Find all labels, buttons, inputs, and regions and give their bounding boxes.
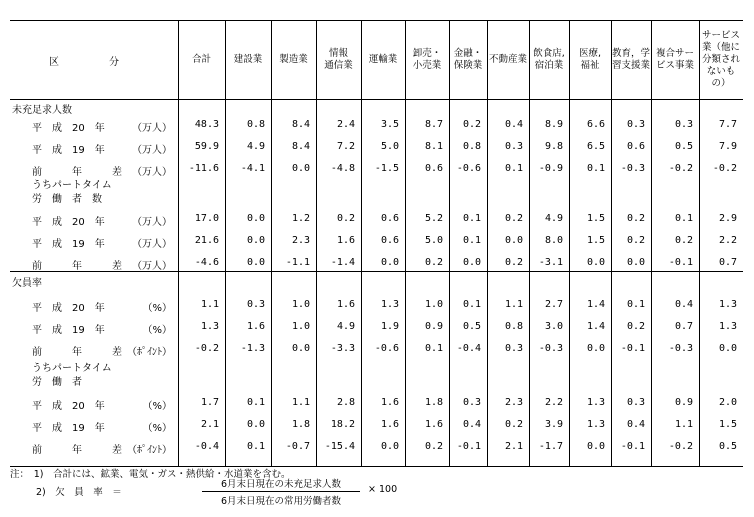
table-cell: 1.3: [586, 397, 605, 408]
table-cell: 2.3: [291, 235, 310, 246]
table-cell: -11.6: [188, 163, 219, 174]
table-cell: 8.1: [424, 141, 443, 152]
table-cell: 5.0: [424, 235, 443, 246]
row-label: [32, 257, 178, 271]
table-cell: 6.5: [586, 141, 605, 152]
table-cell: -1.7: [538, 441, 563, 452]
table-cell: 0.6: [626, 141, 645, 152]
table-cell: 0.4: [626, 419, 645, 430]
table-cell: 1.5: [718, 419, 737, 430]
column-header: [450, 21, 486, 99]
column-header: [488, 21, 528, 99]
note-2-label: 2) 欠 員 率 ＝: [36, 487, 122, 498]
table-cell: 2.8: [336, 397, 355, 408]
table-cell: 5.0: [380, 141, 399, 152]
table-cell: 5.2: [424, 213, 443, 224]
row-label: [32, 321, 178, 335]
table-cell: 0.0: [246, 235, 265, 246]
table-cell: 0.0: [291, 343, 310, 354]
table-cell: 2.2: [718, 235, 737, 246]
table-cell: 2.7: [544, 299, 563, 310]
row-label-text: 平 成 20 年: [32, 401, 105, 412]
row-label-text: 平 成 20 年: [32, 123, 105, 134]
table-cell: 0.4: [504, 119, 523, 130]
table-cell: -0.2: [712, 163, 737, 174]
table-cell: -4.1: [240, 163, 265, 174]
table-cell: 3.0: [544, 321, 563, 332]
row-unit: （万人）: [132, 145, 172, 156]
column-header: [700, 21, 742, 99]
table-cell: 0.0: [291, 163, 310, 174]
table-cell: 1.6: [246, 321, 265, 332]
formula-denominator: 6月末日現在の常用労働者数: [220, 496, 342, 507]
table-cell: 0.0: [586, 441, 605, 452]
table-cell: 1.0: [424, 299, 443, 310]
table-cell: 0.0: [586, 343, 605, 354]
table-cell: -1.4: [330, 257, 355, 268]
row-label: [32, 163, 178, 177]
table-cell: 2.1: [504, 441, 523, 452]
column-header-label: 教育，学 習支援業: [612, 48, 651, 71]
row-label: [32, 343, 178, 357]
row-unit: （万人）: [132, 261, 172, 272]
table-cell: 0.2: [626, 321, 645, 332]
column-header-label: 不動産業: [488, 54, 527, 65]
row-label-text: 平 成 19 年: [32, 423, 105, 434]
table-cell: -3.1: [538, 257, 563, 268]
table-cell: 0.2: [626, 235, 645, 246]
vacancy-rate-formula: [202, 476, 360, 507]
table-cell: 59.9: [194, 141, 219, 152]
table-cell: 1.4: [586, 321, 605, 332]
table-cell: 1.3: [586, 419, 605, 430]
column-header-label: 建設業: [233, 54, 263, 65]
column-header: [317, 21, 360, 99]
table-cell: 0.2: [336, 213, 355, 224]
table-cell: 1.1: [504, 299, 523, 310]
table-cell: 3.5: [380, 119, 399, 130]
table-cell: 8.7: [424, 119, 443, 130]
table-cell: -0.6: [374, 343, 399, 354]
table-cell: 0.3: [504, 343, 523, 354]
table-cell: 1.3: [718, 299, 737, 310]
table-cell: 0.0: [586, 257, 605, 268]
table-cell: 0.4: [462, 419, 481, 430]
table-cell: 0.4: [674, 299, 693, 310]
row-unit: （万人）: [132, 167, 172, 178]
table-cell: 0.8: [462, 141, 481, 152]
column-header-label: 運輸業: [368, 54, 398, 65]
table-cell: 0.0: [246, 419, 265, 430]
table-cell: 0.1: [504, 163, 523, 174]
table-cell: -0.1: [668, 257, 693, 268]
table-cell: 0.2: [424, 441, 443, 452]
table-cell: 7.7: [718, 119, 737, 130]
table-cell: 0.1: [626, 299, 645, 310]
table-cell: 0.8: [246, 119, 265, 130]
table-cell: 1.0: [291, 321, 310, 332]
column-header-label: 情報 通信業: [324, 48, 353, 71]
table-cell: 1.3: [380, 299, 399, 310]
table-cell: -0.3: [538, 343, 563, 354]
table-cell: -0.3: [668, 343, 693, 354]
row-unit: （万人）: [132, 123, 172, 134]
table-cell: 0.2: [504, 213, 523, 224]
subgroup-parttime: うちパートタイム 労 働 者: [32, 363, 112, 388]
row-label-text: 平 成 20 年: [32, 217, 105, 228]
column-header: [406, 21, 448, 99]
row-label-text: 平 成 19 年: [32, 325, 105, 336]
table-cell: 0.1: [674, 213, 693, 224]
row-label: [32, 441, 178, 455]
table-cell: 0.1: [246, 441, 265, 452]
column-header-label: 金融・ 保険業: [453, 48, 483, 71]
table-cell: -3.3: [330, 343, 355, 354]
row-label: [32, 213, 178, 227]
table-cell: 4.9: [336, 321, 355, 332]
table-cell: 0.3: [504, 141, 523, 152]
table-cell: -0.2: [668, 441, 693, 452]
table-cell: 7.9: [718, 141, 737, 152]
row-unit: （万人）: [132, 239, 172, 250]
table-cell: -15.4: [324, 441, 355, 452]
table-cell: 1.5: [586, 213, 605, 224]
row-label: [32, 397, 178, 411]
table-cell: 0.6: [380, 235, 399, 246]
row-label-text: 平 成 20 年: [32, 303, 105, 314]
table-cell: 1.8: [291, 419, 310, 430]
table-cell: 1.3: [200, 321, 219, 332]
section-title-vacancy-rate: 欠員率: [12, 278, 42, 289]
table-cell: 0.0: [718, 343, 737, 354]
table-cell: 0.1: [462, 213, 481, 224]
table-cell: 4.9: [246, 141, 265, 152]
table-cell: 17.0: [194, 213, 219, 224]
row-unit: （万人）: [132, 217, 172, 228]
table-cell: 48.3: [194, 119, 219, 130]
table-cell: 4.9: [544, 213, 563, 224]
table-cell: 0.1: [246, 397, 265, 408]
section-title-unfilled: 未充足求人数: [12, 105, 72, 116]
table-cell: 8.9: [544, 119, 563, 130]
table-cell: -0.6: [456, 163, 481, 174]
column-header-label: 複合サー ビス事業: [655, 48, 694, 71]
table-cell: 0.5: [718, 441, 737, 452]
table-cell: 0.1: [424, 343, 443, 354]
table-cell: -0.4: [194, 441, 219, 452]
table-cell: 2.9: [718, 213, 737, 224]
table-cell: 0.5: [674, 141, 693, 152]
table-cell: 1.1: [674, 419, 693, 430]
table-cell: 0.0: [246, 257, 265, 268]
table-cell: 2.4: [336, 119, 355, 130]
row-unit: （%）: [142, 401, 172, 412]
row-label: [32, 235, 178, 249]
table-cell: 1.6: [336, 299, 355, 310]
table-cell: 1.3: [718, 321, 737, 332]
row-label: [32, 419, 178, 433]
table-cell: 1.2: [291, 213, 310, 224]
column-header: [530, 21, 568, 99]
table-cell: 0.0: [380, 441, 399, 452]
table-cell: 1.9: [380, 321, 399, 332]
table-cell: 2.0: [718, 397, 737, 408]
column-header-label: 飲食店, 宿泊業: [533, 48, 565, 71]
table-cell: 8.0: [544, 235, 563, 246]
table-cell: 0.3: [246, 299, 265, 310]
table-cell: 6.6: [586, 119, 605, 130]
table-cell: 8.4: [291, 141, 310, 152]
table-cell: 0.0: [626, 257, 645, 268]
table-cell: 1.7: [200, 397, 219, 408]
table-cell: 0.3: [626, 397, 645, 408]
row-unit: （%）: [142, 303, 172, 314]
column-header-label: 製造業: [279, 54, 308, 65]
table-cell: 0.9: [424, 321, 443, 332]
row-label: [32, 299, 178, 313]
table-cell: 0.0: [462, 257, 481, 268]
row-label-text: 平 成 19 年: [32, 145, 105, 156]
row-label-text: 前 年 差: [32, 261, 122, 272]
vacancy-statistics-table: [10, 20, 743, 467]
table-cell: 0.3: [462, 397, 481, 408]
table-cell: -0.1: [456, 441, 481, 452]
column-header: [272, 21, 315, 99]
row-label-text: 前 年 差: [32, 445, 122, 456]
table-cell: -0.3: [620, 163, 645, 174]
table-cell: 0.5: [462, 321, 481, 332]
row-label-text: 前 年 差: [32, 167, 122, 178]
table-cell: 1.1: [291, 397, 310, 408]
column-header: [179, 21, 224, 99]
column-header-label: 卸売・ 小売業: [412, 48, 442, 71]
formula-numerator: 6月末日現在の未充足求人数: [202, 476, 360, 492]
table-cell: -0.7: [285, 441, 310, 452]
header-divider: [10, 99, 743, 100]
column-header: [226, 21, 270, 99]
table-cell: -0.2: [668, 163, 693, 174]
table-cell: 0.2: [504, 419, 523, 430]
row-unit: （ﾎﾟｲﾝﾄ）: [127, 347, 172, 358]
table-cell: -0.1: [620, 441, 645, 452]
table-cell: 2.1: [200, 419, 219, 430]
table-cell: 0.2: [626, 213, 645, 224]
table-cell: -0.9: [538, 163, 563, 174]
table-cell: 21.6: [194, 235, 219, 246]
table-cell: 1.8: [424, 397, 443, 408]
table-cell: 0.1: [586, 163, 605, 174]
column-header: [362, 21, 404, 99]
row-label: [32, 119, 178, 133]
table-cell: 0.6: [380, 213, 399, 224]
table-cell: -0.2: [194, 343, 219, 354]
row-label-text: 前 年 差: [32, 347, 122, 358]
column-header: [612, 21, 650, 99]
table-cell: 0.0: [504, 235, 523, 246]
table-cell: -1.3: [240, 343, 265, 354]
table-cell: -0.1: [620, 343, 645, 354]
row-unit: （ﾎﾟｲﾝﾄ）: [127, 445, 172, 456]
table-notes: [10, 466, 750, 516]
subgroup-parttime: うちパートタイム 労 働 者 数: [32, 180, 112, 205]
column-header: [652, 21, 698, 99]
row-label-text: 平 成 19 年: [32, 239, 105, 250]
table-cell: 0.2: [674, 235, 693, 246]
column-header-label: 医療, 福祉: [578, 48, 602, 71]
table-cell: 0.2: [504, 257, 523, 268]
table-cell: 2.2: [544, 397, 563, 408]
table-cell: 0.0: [246, 213, 265, 224]
table-cell: -1.5: [374, 163, 399, 174]
table-cell: 0.7: [674, 321, 693, 332]
table-cell: 1.6: [380, 419, 399, 430]
table-cell: 0.3: [674, 119, 693, 130]
column-header: [570, 21, 610, 99]
table-cell: 1.6: [336, 235, 355, 246]
column-header-label: 合計: [191, 54, 211, 65]
header-kubun: 区 分: [49, 56, 139, 68]
table-cell: 1.6: [380, 397, 399, 408]
table-cell: 0.3: [626, 119, 645, 130]
table-cell: 0.7: [718, 257, 737, 268]
table-cell: 3.9: [544, 419, 563, 430]
table-cell: 1.4: [586, 299, 605, 310]
table-cell: -4.8: [330, 163, 355, 174]
table-cell: 1.5: [586, 235, 605, 246]
table-cell: 18.2: [330, 419, 355, 430]
formula-multiplier: × 100: [368, 484, 398, 495]
table-cell: 0.2: [462, 119, 481, 130]
table-cell: 0.0: [380, 257, 399, 268]
row-unit: （%）: [142, 325, 172, 336]
column-header-label: サービス 業（他に 分類され ないも の）: [701, 30, 740, 89]
table-cell: 8.4: [291, 119, 310, 130]
table-cell: 1.6: [424, 419, 443, 430]
table-cell: -0.4: [456, 343, 481, 354]
table-cell: 7.2: [336, 141, 355, 152]
table-cell: 1.0: [291, 299, 310, 310]
row-label: [32, 141, 178, 155]
table-cell: 0.1: [462, 299, 481, 310]
table-cell: 9.8: [544, 141, 563, 152]
note-1: 注： 1) 合計には、鉱業、電気・ガス・熱供給・水道業を含む。: [10, 469, 291, 480]
table-cell: -1.1: [285, 257, 310, 268]
table-cell: 0.6: [424, 163, 443, 174]
table-cell: 2.3: [504, 397, 523, 408]
table-cell: 0.2: [424, 257, 443, 268]
table-cell: -4.6: [194, 257, 219, 268]
row-unit: （%）: [142, 423, 172, 434]
table-cell: 0.8: [504, 321, 523, 332]
table-cell: 0.1: [462, 235, 481, 246]
table-cell: 0.9: [674, 397, 693, 408]
table-cell: 1.1: [200, 299, 219, 310]
